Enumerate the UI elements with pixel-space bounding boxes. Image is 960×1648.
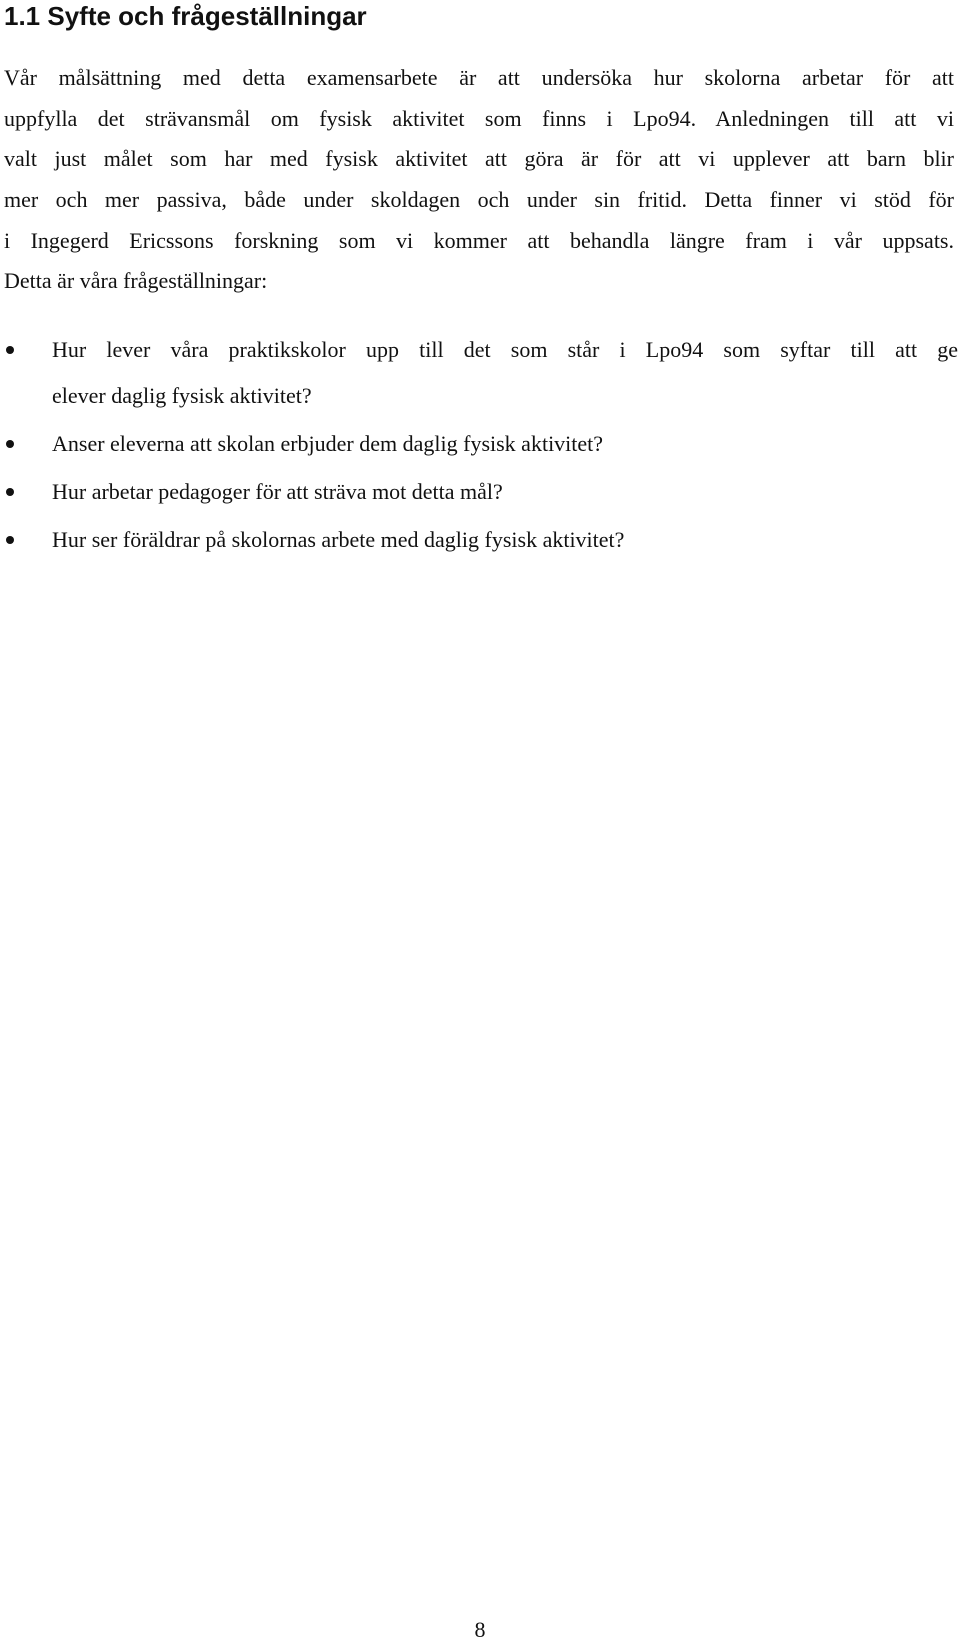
paragraph-line: valt just målet som har med fysisk aktivitet att göra är för att vi upplever att barn blir [4,146,954,172]
page-number: 8 [474,1617,486,1642]
list-item [0,334,958,428]
research-questions-list [0,334,958,572]
bullet-icon [6,440,14,448]
bullet-icon [6,346,14,354]
list-item-text: elever daglig fysisk aktivitet? [52,383,312,408]
list-item [0,476,958,524]
bullet-icon [6,488,14,496]
paragraph-line: mer och mer passiva, både under skoldagen och under sin fritid. Detta finner vi stöd för [4,187,954,213]
intro-paragraph [4,58,954,302]
list-item [0,524,958,572]
list-item [0,428,958,476]
paragraph-line: Detta är våra frågeställningar: [4,268,268,294]
list-item-text: Hur ser föräldrar på skolornas arbete med daglig fysisk aktivitet? [52,527,625,552]
list-item-text: Anser eleverna att skolan erbjuder dem daglig fysisk aktivitet? [52,431,604,456]
section-heading: 1.1 Syfte och frågeställningar [4,1,367,31]
bullet-icon [6,536,14,544]
list-item-text: Hur arbetar pedagoger för att sträva mot detta mål? [52,479,503,504]
paragraph-line: i Ingegerd Ericssons forskning som vi kommer att behandla längre fram i vår uppsats. [4,227,954,253]
paragraph-line: Vår målsättning med detta examensarbete är att undersöka hur skolorna arbetar för att [4,65,954,90]
paragraph-line: uppfylla det strävansmål om fysisk aktivitet som finns i Lpo94. Anledningen till att vi [4,105,954,131]
list-item-text: Hur lever våra praktikskolor upp till det som står i Lpo94 som syftar till att ge [52,337,958,362]
